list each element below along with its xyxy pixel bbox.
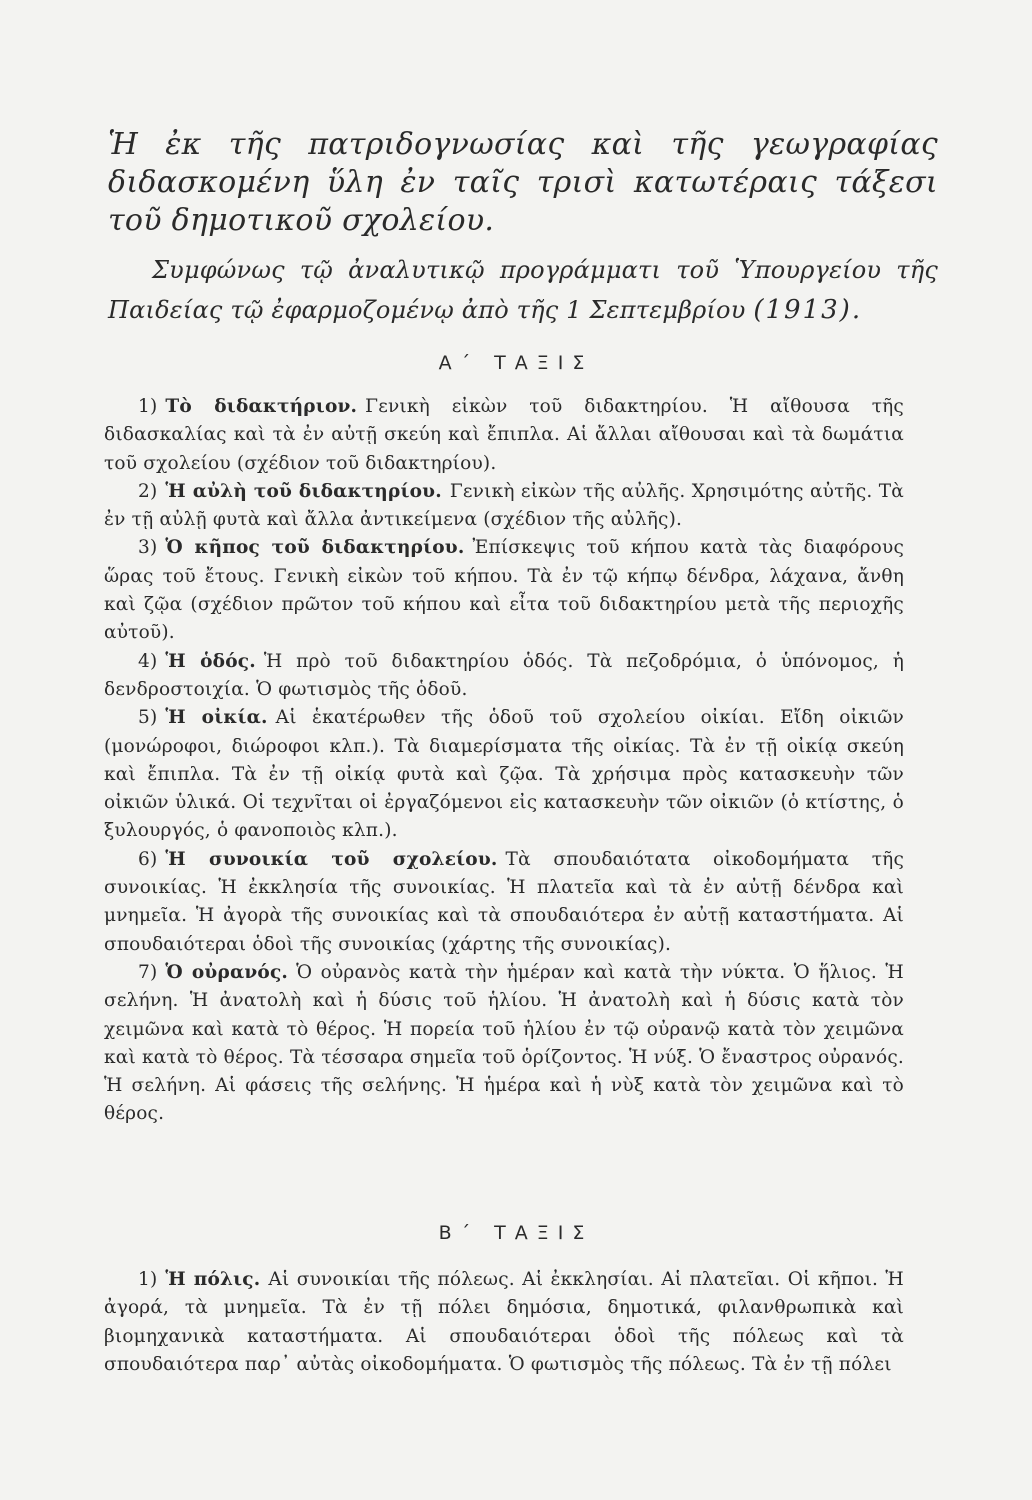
item-title: Ἡ αὐλὴ τοῦ διδακτηρίου. [165, 480, 442, 502]
item-text: Ἡ πρὸ τοῦ διδακτηρίου ὁδός. Τὰ πεζοδρόμια, ὁ ὑπόνομος, ἡ δενδροστοιχία. Ὁ φωτισμὸς τῆς ὁδοῦ. [104, 650, 904, 700]
list-item [104, 534, 904, 647]
item-title: Ἡ πόλις. [165, 1269, 261, 1290]
item-text: Ὁ οὐρανὸς κατὰ τὴν ἡμέραν καὶ κατὰ τὴν νύκτα. Ὁ ἥλιος. Ἡ σελήνη. Ἡ ἀνατολὴ καὶ ἡ δύσις τοῦ ἡλίου. Ἡ ἀνατολὴ καὶ ἡ δύσις κατὰ τὸν χειμῶνα καὶ κατὰ τὸ θέρος. Ἡ πορεία τοῦ ἡλίου ἐν τῷ οὐρανῷ κατὰ τὸν χειμῶνα καὶ κατὰ τὸ θέρος. Τὰ τέσσαρα σημεῖα τοῦ ὁρίζοντος. Ἡ νύξ. Ὁ ἔναστρος οὐρανός. Ἡ σελήνη. Αἱ φάσεις τῆς σελήνης. Ἡ ἡμέρα καὶ ἡ νὺξ κατὰ τὸν χειμῶνα καὶ τὸ θέρος. [104, 961, 904, 1125]
list-item [104, 959, 904, 1129]
item-text: Ἐπίσκεψις τοῦ κήπου κατὰ τὰς διαφόρους ὥρας τοῦ ἔτους. Γενικὴ εἰκὼν τοῦ κήπου. Τὰ ἐν τῷ κήπῳ δένδρα, λάχανα, ἄνθη καὶ ζῷα (σχέδιον πρῶτον τοῦ κήπου καὶ εἶτα τοῦ διδακτηρίου μετὰ τῆς περιοχῆς αὐτοῦ). [104, 537, 905, 644]
list-item [104, 846, 904, 959]
item-title: Ὁ κῆπος τοῦ διδακτηρίου. [165, 537, 465, 559]
item-text: Γενικὴ εἰκὼν τῆς αὐλῆς. Χρησιμότης αὐτῆς. Τὰ ἐν τῇ αὐλῇ φυτὰ καὶ ἄλλα ἀντικείμενα (σχέδιον τῆς αὐλῆς). [104, 480, 904, 531]
item-number: 6) [138, 848, 158, 870]
item-title: Ἡ συνοικία τοῦ σχολείου. [165, 848, 498, 870]
curriculum-year: (1913). [753, 295, 863, 325]
list-item [104, 1266, 904, 1379]
item-text: Γενικὴ εἰκὼν τοῦ διδακτηρίου. Ἡ αἴθουσα τῆς διδασκαλίας καὶ τὰ ἐν αὐτῇ σκεύη καὶ ἔπιπλα. Αἱ ἄλλαι αἴθουσαι καὶ τὰ δωμάτια τοῦ σχολείου (σχέδιον τοῦ διδακτηρίου). [104, 396, 904, 474]
list-item [104, 478, 904, 535]
item-text: Τὰ σπουδαιότατα οἰκοδομήματα τῆς συνοικίας. Ἡ ἐκκλησία τῆς συνοικίας. Ἡ πλατεῖα καὶ τὰ ἐν αὐτῇ δένδρα καὶ μνημεῖα. Ἡ ἀγορὰ τῆς συνοικίας καὶ τὰ σπουδαιότερα ἐν αὐτῇ καταστήματα. Αἱ σπουδαιότεραι ὁδοὶ τῆς συνοικίας (χάρτης τῆς συνοικίας). [104, 848, 904, 955]
curriculum-note-text: Συμφώνως τῷ ἀναλυτικῷ προγράμματι τοῦ Ὑπουργείου τῆς Παιδείας τῷ ἐφαρμοζομένῳ ἀπὸ τῆς 1 Σεπτεμβρίου [108, 256, 938, 324]
item-number: 7) [138, 961, 158, 983]
class-b-title: Β΄ ΤΑΞΙΣ [438, 1222, 594, 1244]
class-b-items [104, 1266, 904, 1379]
curriculum-note [108, 250, 938, 330]
item-title: Ἡ οἰκία. [165, 707, 268, 729]
item-number: 1) [138, 1269, 158, 1290]
list-item [104, 648, 904, 705]
item-text: Αἱ ἑκατέρωθεν τῆς ὁδοῦ τοῦ σχολείου οἰκίαι. Εἴδη οἰκιῶν (μονώροφοι, διώροφοι κλπ.). Τὰ διαμερίσματα τῆς οἰκίας. Τὰ ἐν τῇ οἰκίᾳ σκεύη καὶ ἔπιπλα. Τὰ ἐν τῇ οἰκίᾳ φυτὰ καὶ ζῷα. Τὰ χρήσιμα πρὸς κατασκευὴν τῶν οἰκιῶν ὑλικά. Οἱ τεχνῖται οἱ ἐργαζόμενοι εἰς κατασκευὴν τῶν οἰκιῶν (ὁ κτίστης, ὁ ξυλουργός, ὁ φανοποιὸς κλπ.). [104, 707, 904, 842]
class-a-items [104, 393, 904, 1129]
item-number: 4) [138, 650, 158, 672]
item-number: 1) [138, 396, 158, 417]
page-heading: Ἡ ἐκ τῆς πατριδογνωσίας καὶ τῆς γεωγραφίας διδασκομένη ὕλη ἐν ταῖς τρισὶ κατωτέραις τάξεσι τοῦ δημοτικοῦ σχολείου. [108, 127, 938, 238]
item-number: 2) [138, 480, 158, 502]
item-text: Αἱ συνοικίαι τῆς πόλεως. Αἱ ἐκκλησίαι. Αἱ πλατεῖαι. Οἱ κῆποι. Ἡ ἀγορά, τὰ μνημεῖα. Τὰ ἐν τῇ πόλει δημόσια, δημοτικά, φιλανθρωπικὰ καὶ βιομηχανικὰ καταστήματα. Αἱ σπουδαιότεραι ὁδοὶ τῆς πόλεως καὶ τὰ σπουδαιότερα παρ᾽ αὐτὰς οἰκοδομήματα. Ὁ φωτισμὸς τῆς πόλεως. Τὰ ἐν τῇ πόλει [104, 1269, 904, 1375]
item-title: Ὁ οὐρανός. [165, 961, 289, 983]
list-item [104, 393, 904, 478]
item-title: Ἡ ὁδός. [165, 650, 256, 672]
item-number: 5) [138, 707, 158, 729]
item-number: 3) [138, 537, 158, 559]
list-item [104, 704, 904, 845]
item-title: Τὸ διδακτήριον. [165, 396, 358, 417]
class-a-title: Α΄ ΤΑΞΙΣ [438, 352, 594, 374]
